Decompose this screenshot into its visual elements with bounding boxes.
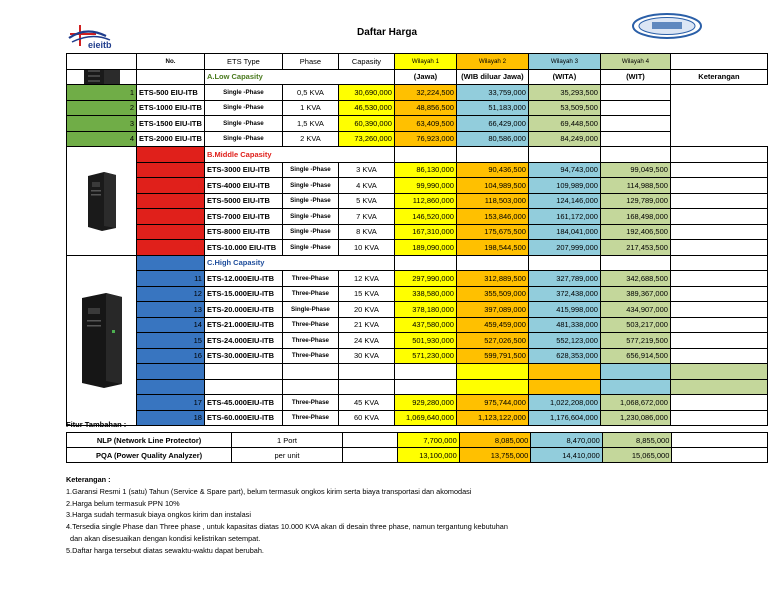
ets-type: ETS-21.000EIU-ITB xyxy=(204,317,282,333)
price-wilayah-3: 628,353,000 xyxy=(528,348,600,364)
notes-title: Keterangan : xyxy=(66,475,111,484)
price-wilayah-2: 975,744,000 xyxy=(456,395,528,411)
price-wilayah-1: 189,090,000 xyxy=(394,240,456,256)
phase: Three-Phase xyxy=(282,348,338,364)
table-row xyxy=(67,224,768,240)
blank-cell xyxy=(670,379,767,395)
table-row xyxy=(67,317,768,333)
price-wilayah-2: 90,436,500 xyxy=(456,162,528,178)
ets-type: ETS-12.000EIU-ITB xyxy=(204,271,282,287)
price-wilayah-4: 84,249,000 xyxy=(528,131,600,147)
price-wilayah-2: 8,085,000 xyxy=(459,433,531,448)
price-wilayah-2: 63,409,500 xyxy=(394,116,456,132)
blank-cell xyxy=(394,364,456,380)
price-wilayah-2: 48,856,500 xyxy=(394,100,456,116)
price-wilayah-3: 1,176,604,000 xyxy=(528,410,600,426)
price-wilayah-3: 184,041,000 xyxy=(528,224,600,240)
price-wilayah-4: 389,367,000 xyxy=(600,286,670,302)
note-line: 2.Harga belum termasuk PPN 10% xyxy=(66,498,180,508)
capacity: 2 KVA xyxy=(282,131,338,147)
price-wilayah-1: 378,180,000 xyxy=(394,302,456,318)
price-wilayah-4: 656,914,500 xyxy=(600,348,670,364)
blank-cell xyxy=(282,364,338,380)
ets-type: ETS-4000 EIU-ITB xyxy=(204,178,282,194)
row-number: 13 xyxy=(137,302,205,318)
blank-cell xyxy=(600,364,670,380)
price-wilayah-2: 527,026,500 xyxy=(456,333,528,349)
phase: Single -Phase xyxy=(282,209,338,225)
feature-name: NLP (Network Line Protector) xyxy=(67,433,232,448)
phase: Single -Phase xyxy=(204,116,282,132)
keterangan-cell xyxy=(670,193,767,209)
table-row xyxy=(67,395,768,411)
blank-cell xyxy=(342,448,397,463)
ets-type: ETS-60.000EIU-ITB xyxy=(204,410,282,426)
price-wilayah-3: 8,470,000 xyxy=(531,433,603,448)
col-keterangan: Keterangan xyxy=(670,69,767,85)
row-number-blank xyxy=(137,147,205,163)
blank-cell xyxy=(528,364,600,380)
col-ets-type: ETS Type xyxy=(204,54,282,70)
price-wilayah-3: 80,586,000 xyxy=(456,131,528,147)
table-row xyxy=(67,209,768,225)
capacity: 7 KVA xyxy=(338,209,394,225)
blank-cell xyxy=(600,255,670,271)
capacity: 10 KVA xyxy=(338,240,394,256)
price-wilayah-3: 51,183,000 xyxy=(456,100,528,116)
blank-cell xyxy=(600,147,670,163)
phase: Three-Phase xyxy=(282,271,338,287)
capacity: 20 KVA xyxy=(338,302,394,318)
ets-type: ETS-2000 EIU-ITB xyxy=(137,131,205,147)
price-wilayah-3: 124,146,000 xyxy=(528,193,600,209)
partner-seal-logo xyxy=(630,12,704,40)
ups-middle-image xyxy=(84,170,120,232)
price-table xyxy=(66,53,768,426)
keterangan-cell xyxy=(670,317,767,333)
row-number: 5 xyxy=(137,162,205,178)
price-wilayah-1: 30,690,000 xyxy=(338,85,394,101)
price-wilayah-4: 99,049,500 xyxy=(600,162,670,178)
table-row xyxy=(67,85,768,101)
keterangan-cell xyxy=(670,209,767,225)
page-title: Daftar Harga xyxy=(356,27,418,38)
phase: Three-Phase xyxy=(282,286,338,302)
row-number-blank xyxy=(137,364,205,380)
blank-cell xyxy=(394,147,456,163)
price-wilayah-3: 327,789,000 xyxy=(528,271,600,287)
section-row xyxy=(67,147,768,163)
row-number: 10 xyxy=(137,240,205,256)
price-wilayah-4: 503,217,000 xyxy=(600,317,670,333)
blank-cell xyxy=(600,379,670,395)
ups-high-image-cell xyxy=(67,255,137,426)
keterangan-cell xyxy=(670,333,767,349)
table-row xyxy=(67,333,768,349)
table-row xyxy=(67,271,768,287)
price-wilayah-2: 118,503,000 xyxy=(456,193,528,209)
row-number: 3 xyxy=(67,116,137,132)
ups-image-low-cell xyxy=(67,69,137,85)
section-high-capacity: C.High Capasity xyxy=(204,255,394,271)
price-wilayah-2: 175,675,500 xyxy=(456,224,528,240)
col-capacity: Capasity xyxy=(338,54,394,70)
col-blank xyxy=(670,54,767,70)
price-wilayah-2: 32,224,500 xyxy=(394,85,456,101)
price-wilayah-1: 571,230,000 xyxy=(394,348,456,364)
price-wilayah-3: 14,410,000 xyxy=(531,448,603,463)
keterangan-cell xyxy=(670,348,767,364)
row-number: 12 xyxy=(137,286,205,302)
price-wilayah-1: 73,260,000 xyxy=(338,131,394,147)
row-number: 14 xyxy=(137,317,205,333)
feature-row xyxy=(67,448,768,463)
price-wilayah-3: 552,123,000 xyxy=(528,333,600,349)
ets-type: ETS-8000 EIU-ITB xyxy=(204,224,282,240)
table-row xyxy=(67,131,768,147)
blank-cell xyxy=(282,379,338,395)
price-wilayah-4: 129,789,000 xyxy=(600,193,670,209)
logo-text: eieitb xyxy=(88,40,112,50)
row-number: 8 xyxy=(137,209,205,225)
row-number: 4 xyxy=(67,131,137,147)
price-wilayah-4: 217,453,500 xyxy=(600,240,670,256)
blank-cell xyxy=(204,379,282,395)
blank-cell xyxy=(338,379,394,395)
col-phase: Phase xyxy=(282,54,338,70)
table-row xyxy=(67,302,768,318)
price-wilayah-1: 7,700,000 xyxy=(398,433,460,448)
row-number-blank xyxy=(137,379,205,395)
ups-low-image xyxy=(80,69,124,85)
fitur-label: Fitur Tambahan : xyxy=(66,420,127,429)
price-wilayah-4: 69,448,500 xyxy=(528,116,600,132)
blank-cell xyxy=(456,364,528,380)
subheader-row xyxy=(67,69,768,85)
ups-middle-image-cell xyxy=(67,147,137,256)
keterangan-cell xyxy=(600,85,670,101)
price-wilayah-4: 15,065,000 xyxy=(602,448,672,463)
capacity: 1,5 KVA xyxy=(282,116,338,132)
capacity: 5 KVA xyxy=(338,193,394,209)
table-row xyxy=(67,162,768,178)
price-wilayah-1: 501,930,000 xyxy=(394,333,456,349)
price-wilayah-3: 161,172,000 xyxy=(528,209,600,225)
capacity: 12 KVA xyxy=(338,271,394,287)
price-wilayah-4: 1,068,672,000 xyxy=(600,395,670,411)
price-wilayah-4: 35,293,500 xyxy=(528,85,600,101)
price-wilayah-3: 481,338,000 xyxy=(528,317,600,333)
capacity: 60 KVA xyxy=(338,410,394,426)
row-number-blank xyxy=(137,255,205,271)
blank-cell xyxy=(394,379,456,395)
keterangan-cell xyxy=(670,162,767,178)
price-wilayah-1: 167,310,000 xyxy=(394,224,456,240)
notes-section xyxy=(66,474,508,557)
section-low-capacity: A.Low Capasity xyxy=(204,69,394,85)
blank-cell xyxy=(204,364,282,380)
w2-sub: (WIB diluar Jawa) xyxy=(456,69,528,85)
blank-cell xyxy=(528,147,600,163)
capacity: 24 KVA xyxy=(338,333,394,349)
table-row xyxy=(67,100,768,116)
keterangan-cell xyxy=(670,410,767,426)
capacity: 15 KVA xyxy=(338,286,394,302)
row-number: 15 xyxy=(137,333,205,349)
extra-features-table xyxy=(66,432,768,463)
ets-type: ETS-500 EIU-ITB xyxy=(137,85,205,101)
blank-cell xyxy=(338,364,394,380)
price-wilayah-3: 109,989,000 xyxy=(528,178,600,194)
price-wilayah-1: 112,860,000 xyxy=(394,193,456,209)
price-wilayah-1: 60,390,000 xyxy=(338,116,394,132)
price-wilayah-2: 312,889,500 xyxy=(456,271,528,287)
row-number: 18 xyxy=(137,410,205,426)
keterangan-cell xyxy=(670,395,767,411)
phase: Single -Phase xyxy=(282,178,338,194)
table-row xyxy=(67,193,768,209)
capacity: 21 KVA xyxy=(338,317,394,333)
ets-type: ETS-15.000EIU-ITB xyxy=(204,286,282,302)
phase: Single -Phase xyxy=(204,131,282,147)
capacity: 45 KVA xyxy=(338,395,394,411)
capacity: 0,5 KVA xyxy=(282,85,338,101)
phase: Three-Phase xyxy=(282,333,338,349)
col-wilayah-4: Wilayah 4 xyxy=(600,54,670,70)
phase: Single -Phase xyxy=(282,224,338,240)
table-row xyxy=(67,348,768,364)
price-wilayah-4: 53,509,500 xyxy=(528,100,600,116)
note-line: dan akan disesuaikan dengan kondisi kelistrikan setempat. xyxy=(66,533,261,543)
capacity: 3 KVA xyxy=(338,162,394,178)
table-row xyxy=(67,410,768,426)
price-wilayah-4: 114,988,500 xyxy=(600,178,670,194)
note-line: 4.Tersedia single Phase dan Three phase , untuk kapasitas diatas 10.000 KVA akan di desain three phase, namun tergantung kebutuhan xyxy=(66,522,508,532)
ets-type: ETS-24.000EIU-ITB xyxy=(204,333,282,349)
blank-row xyxy=(67,379,768,395)
price-wilayah-3: 207,999,000 xyxy=(528,240,600,256)
price-wilayah-4: 1,230,086,000 xyxy=(600,410,670,426)
price-wilayah-1: 46,530,000 xyxy=(338,100,394,116)
keterangan-cell xyxy=(672,448,768,463)
price-wilayah-2: 1,123,122,000 xyxy=(456,410,528,426)
capacity: 4 KVA xyxy=(338,178,394,194)
row-number: 7 xyxy=(137,193,205,209)
price-wilayah-2: 355,509,000 xyxy=(456,286,528,302)
price-wilayah-2: 153,846,000 xyxy=(456,209,528,225)
col-wilayah-2: Wilayah 2 xyxy=(456,54,528,70)
phase: Single -Phase xyxy=(282,193,338,209)
price-wilayah-3: 1,022,208,000 xyxy=(528,395,600,411)
ets-type: ETS-3000 EIU-ITB xyxy=(204,162,282,178)
col-wilayah-3: Wilayah 3 xyxy=(528,54,600,70)
ets-type: ETS-10.000 EIU-ITB xyxy=(204,240,282,256)
price-wilayah-2: 397,089,000 xyxy=(456,302,528,318)
note-line: 5.Daftar harga tersebut diatas sewaktu-waktu dapat berubah. xyxy=(66,545,264,555)
keterangan-cell xyxy=(670,302,767,318)
blank-cell xyxy=(394,255,456,271)
ets-type: ETS-20.000EIU-ITB xyxy=(204,302,282,318)
section-row xyxy=(67,255,768,271)
ets-type: ETS-1500 EIU-ITB xyxy=(137,116,205,132)
row-number: 17 xyxy=(137,395,205,411)
keterangan-cell xyxy=(600,116,670,132)
table-row xyxy=(67,178,768,194)
keterangan-cell xyxy=(670,286,767,302)
price-wilayah-3: 94,743,000 xyxy=(528,162,600,178)
price-wilayah-2: 599,791,500 xyxy=(456,348,528,364)
row-number: 1 xyxy=(67,85,137,101)
capacity: 1 KVA xyxy=(282,100,338,116)
table-row xyxy=(67,240,768,256)
capacity: 8 KVA xyxy=(338,224,394,240)
price-wilayah-4: 434,907,000 xyxy=(600,302,670,318)
price-wilayah-1: 437,580,000 xyxy=(394,317,456,333)
price-wilayah-3: 372,438,000 xyxy=(528,286,600,302)
ets-type: ETS-30.000EIU-ITB xyxy=(204,348,282,364)
price-wilayah-1: 146,520,000 xyxy=(394,209,456,225)
w1-sub: (Jawa) xyxy=(394,69,456,85)
price-wilayah-1: 1,069,640,000 xyxy=(394,410,456,426)
row-number: 2 xyxy=(67,100,137,116)
phase: Single-Phase xyxy=(282,302,338,318)
price-wilayah-4: 577,219,500 xyxy=(600,333,670,349)
note-line: 1.Garansi Resmi 1 (satu) Tahun (Service & Spare part), belum termasuk ongkos kirim serta biaya transportasi dan akomodasi xyxy=(66,486,472,496)
blank-cell xyxy=(456,379,528,395)
price-wilayah-1: 99,990,000 xyxy=(394,178,456,194)
blank-cell xyxy=(528,255,600,271)
phase: Single -Phase xyxy=(282,240,338,256)
keterangan-cell xyxy=(670,178,767,194)
phase: Three-Phase xyxy=(282,410,338,426)
blank-cell xyxy=(342,433,397,448)
price-wilayah-1: 13,100,000 xyxy=(398,448,460,463)
feature-unit: 1 Port xyxy=(232,433,343,448)
row-number: 16 xyxy=(137,348,205,364)
blank-cell xyxy=(670,255,767,271)
keterangan-cell xyxy=(670,224,767,240)
price-wilayah-2: 76,923,000 xyxy=(394,131,456,147)
w4-sub: (WIT) xyxy=(600,69,670,85)
blank-cell xyxy=(528,379,600,395)
section-middle-capacity: B.Middle Capasity xyxy=(204,147,394,163)
price-wilayah-3: 33,759,000 xyxy=(456,85,528,101)
feature-row xyxy=(67,433,768,448)
price-wilayah-4: 8,855,000 xyxy=(602,433,672,448)
row-number: 6 xyxy=(137,178,205,194)
image-col-header xyxy=(67,54,137,70)
price-wilayah-1: 929,280,000 xyxy=(394,395,456,411)
row-number: 11 xyxy=(137,271,205,287)
table-row xyxy=(67,116,768,132)
price-wilayah-4: 192,406,500 xyxy=(600,224,670,240)
w3-sub: (WITA) xyxy=(528,69,600,85)
price-wilayah-1: 297,990,000 xyxy=(394,271,456,287)
blank-cell xyxy=(456,255,528,271)
note-line: 3.Harga sudah termasuk biaya ongkos kirim dan instalasi xyxy=(66,510,251,520)
row-number: 9 xyxy=(137,224,205,240)
blank-cell xyxy=(456,147,528,163)
col-no: No. xyxy=(137,54,205,70)
keterangan-cell xyxy=(670,271,767,287)
price-wilayah-2: 104,989,500 xyxy=(456,178,528,194)
price-wilayah-3: 66,429,000 xyxy=(456,116,528,132)
ets-type: ETS-45.000EIU-ITB xyxy=(204,395,282,411)
feature-unit: per unit xyxy=(232,448,343,463)
blank-cell xyxy=(670,147,767,163)
phase: Single -Phase xyxy=(204,100,282,116)
price-wilayah-2: 198,544,500 xyxy=(456,240,528,256)
phase: Single -Phase xyxy=(282,162,338,178)
price-wilayah-4: 342,688,500 xyxy=(600,271,670,287)
keterangan-cell xyxy=(600,100,670,116)
keterangan-cell xyxy=(672,433,768,448)
phase: Three-Phase xyxy=(282,317,338,333)
price-wilayah-2: 459,459,000 xyxy=(456,317,528,333)
phase: Single -Phase xyxy=(204,85,282,101)
price-wilayah-4: 168,498,000 xyxy=(600,209,670,225)
header-row xyxy=(67,54,768,70)
price-wilayah-1: 338,580,000 xyxy=(394,286,456,302)
capacity: 30 KVA xyxy=(338,348,394,364)
price-wilayah-1: 86,130,000 xyxy=(394,162,456,178)
price-wilayah-3: 415,998,000 xyxy=(528,302,600,318)
blank-row xyxy=(67,364,768,380)
ets-type: ETS-7000 EIU-ITB xyxy=(204,209,282,225)
keterangan-cell xyxy=(670,240,767,256)
col-wilayah-1: Wilayah 1 xyxy=(394,54,456,70)
blank-cell xyxy=(670,364,767,380)
keterangan-cell xyxy=(600,131,670,147)
price-wilayah-2: 13,755,000 xyxy=(459,448,531,463)
feature-name: PQA (Power Quality Analyzer) xyxy=(67,448,232,463)
table-row xyxy=(67,286,768,302)
ups-high-image xyxy=(78,290,126,390)
phase: Three-Phase xyxy=(282,395,338,411)
ets-type: ETS-1000 EIU-ITB xyxy=(137,100,205,116)
ets-type: ETS-5000 EIU-ITB xyxy=(204,193,282,209)
